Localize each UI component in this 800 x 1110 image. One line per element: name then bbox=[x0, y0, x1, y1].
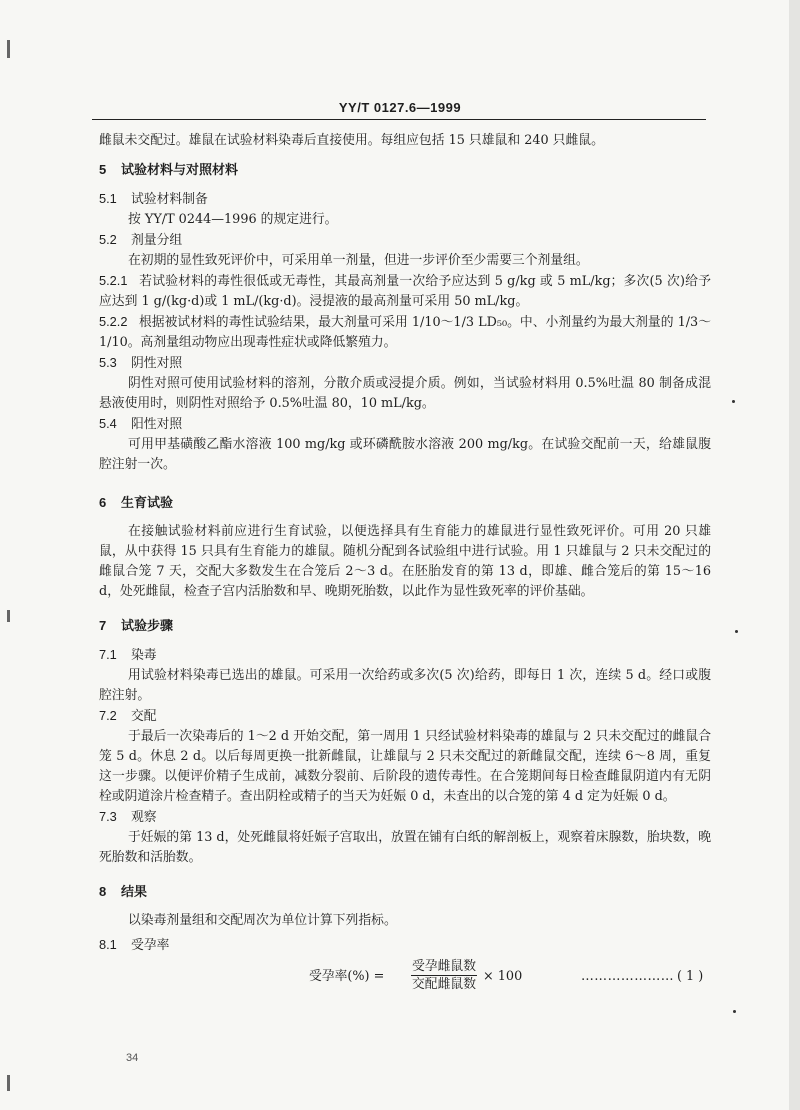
clause-5-2-1 bbox=[99, 271, 711, 312]
subsection-5-1-heading bbox=[99, 189, 711, 210]
formula-multiplier: × 100 bbox=[483, 969, 523, 984]
scan-mark bbox=[7, 40, 10, 58]
formula-denominator: 交配雌鼠数 bbox=[412, 977, 476, 992]
document-body bbox=[99, 131, 711, 998]
standard-number-header: YY/T 0127.6—1999 bbox=[338, 100, 462, 115]
equation-number: ( 1 ) bbox=[677, 969, 704, 984]
subsection-title: 交配 bbox=[131, 709, 157, 724]
subsection-number: 5.2 bbox=[99, 232, 117, 247]
section-6-body: 在接触试验材料前应进行生育试验，以便选择具有生育能力的雄鼠进行显性致死评价。可用 20 只雄鼠，从中获得 15 只具有生育能力的雄鼠。随机分配到各试验组中进行试验。用 1 只雄鼠与 2 只未交配过的雌鼠合笼 7 天，交配大多数发生在合笼后 2～3 d。在胚胎发育的第 13 d，即雄、雌合笼后的第 15～16 d，处死雌鼠，检查子宫内活胎数和早、晚期死胎数，以此作为显性致死率的评价基础。 bbox=[99, 524, 711, 599]
subsection-5-4-heading bbox=[99, 414, 711, 435]
subsection-title: 剂量分组 bbox=[131, 233, 183, 248]
formula-lhs: 受孕率(%) = bbox=[309, 969, 385, 984]
scan-dot bbox=[732, 400, 735, 403]
subsection-7-1-heading bbox=[99, 645, 711, 666]
subsection-title: 观察 bbox=[131, 810, 157, 825]
subsection-7-2-body: 于最后一次染毒后的 1～2 d 开始交配，第一周用 1 只经试验材料染毒的雄鼠与 2 只未交配过的雌鼠合笼 5 d。休息 2 d。以后每周更换一批新雌鼠，让雄鼠与 2 只未交配过的新雌鼠交配，连续 6～8 周，重复这一步骤。以便评价精子生成前，减数分裂前、后阶段的遗传毒性。在合笼期间每日检查雌鼠阴道内有无阴栓或阴道涂片检查精子。查出阴栓或精子的当天为妊娠 0 d，未查出的以合笼的第 4 d 定为妊娠 0 d。 bbox=[99, 729, 711, 804]
section-title: 生育试验 bbox=[121, 495, 174, 510]
scan-dot bbox=[733, 1010, 736, 1013]
subsection-number: 7.2 bbox=[99, 708, 117, 723]
scan-mark bbox=[7, 1075, 10, 1091]
formula-numerator: 受孕雌鼠数 bbox=[412, 959, 476, 974]
subsection-number: 5.3 bbox=[99, 355, 117, 370]
page-number: 34 bbox=[126, 1052, 139, 1064]
section-6-heading bbox=[99, 493, 711, 514]
section-title: 结果 bbox=[121, 884, 148, 899]
subsection-8-1-heading bbox=[99, 935, 711, 956]
subsection-5-3-heading bbox=[99, 353, 711, 374]
scan-mark bbox=[7, 610, 10, 622]
formula-leader-dots: ………………… bbox=[581, 969, 675, 984]
subsection-number: 5.1 bbox=[99, 191, 117, 206]
subsection-number: 7.1 bbox=[99, 647, 117, 662]
subsection-7-3-heading bbox=[99, 807, 711, 828]
formula-fraction bbox=[411, 958, 477, 994]
subsection-7-3-body: 于妊娠的第 13 d，处死雌鼠将妊娠子宫取出，放置在铺有白纸的解剖板上，观察着床腺数，胎块数，晚死胎数和活胎数。 bbox=[99, 830, 711, 865]
subsection-title: 阴性对照 bbox=[131, 356, 183, 371]
subsection-5-2-heading bbox=[99, 230, 711, 251]
subsection-5-3-body: 阴性对照可使用试验材料的溶剂，分散介质或浸提介质。例如，当试验材料用 0.5%吐温 80 制备成混悬液使用时，则阴性对照给予 0.5%吐温 80，10 mL/kg。 bbox=[99, 376, 711, 411]
subsection-7-1-body: 用试验材料染毒已选出的雄鼠。可采用一次给药或多次(5 次)给药，即每日 1 次，连续 5 d。经口或腹腔注射。 bbox=[99, 668, 711, 703]
scan-edge bbox=[789, 0, 800, 1110]
subsection-5-2-body: 在初期的显性致死评价中，可采用单一剂量，但进一步评价至少需要三个剂量组。 bbox=[128, 253, 589, 268]
section-number: 7 bbox=[99, 618, 107, 633]
pregnancy-rate-formula bbox=[99, 958, 711, 998]
section-title: 试验材料与对照材料 bbox=[121, 162, 239, 177]
section-number: 5 bbox=[99, 162, 107, 177]
clause-number: 5.2.2 bbox=[99, 314, 128, 329]
section-8-heading bbox=[99, 882, 711, 903]
subsection-5-1-body: 按 YY/T 0244—1996 的规定进行。 bbox=[128, 212, 338, 227]
subsection-number: 7.3 bbox=[99, 809, 117, 824]
section-5-heading bbox=[99, 160, 711, 181]
scan-dot bbox=[735, 630, 738, 633]
intro-paragraph: 雌鼠未交配过。雄鼠在试验材料染毒后直接使用。每组应包括 15 只雄鼠和 240 只雌鼠。 bbox=[99, 133, 604, 148]
section-number: 8 bbox=[99, 884, 107, 899]
header-rule bbox=[92, 119, 706, 120]
section-8-body: 以染毒剂量组和交配周次为单位计算下列指标。 bbox=[128, 913, 397, 928]
subsection-title: 试验材料制备 bbox=[131, 192, 208, 207]
subsection-title: 染毒 bbox=[131, 648, 157, 663]
subsection-title: 阳性对照 bbox=[131, 417, 183, 432]
section-7-heading bbox=[99, 616, 711, 637]
clause-number: 5.2.1 bbox=[99, 273, 128, 288]
clause-5-2-2 bbox=[99, 312, 711, 353]
section-number: 6 bbox=[99, 495, 107, 510]
subsection-number: 8.1 bbox=[99, 937, 117, 952]
subsection-number: 5.4 bbox=[99, 416, 117, 431]
subsection-7-2-heading bbox=[99, 706, 711, 727]
subsection-title: 受孕率 bbox=[131, 938, 170, 953]
subsection-5-4-body: 可用甲基磺酸乙酯水溶液 100 mg/kg 或环磷酰胺水溶液 200 mg/kg。在试验交配前一天，给雄鼠腹腔注射一次。 bbox=[99, 437, 711, 472]
section-title: 试验步骤 bbox=[121, 618, 174, 633]
clause-body: 若试验材料的毒性很低或无毒性，其最高剂量一次给予应达到 5 g/kg 或 5 mL/kg；多次(5 次)给予应达到 1 g/(kg·d)或 1 mL/(kg·d)。浸提液的最高剂量可采用 50 mL/kg。 bbox=[99, 274, 711, 309]
clause-body: 根据被试材料的毒性试验结果，最大剂量可采用 1/10～1/3 LD₅₀。中、小剂量约为最大剂量的 1/3～1/10。高剂量组动物应出现毒性症状或降低繁殖力。 bbox=[99, 315, 711, 350]
